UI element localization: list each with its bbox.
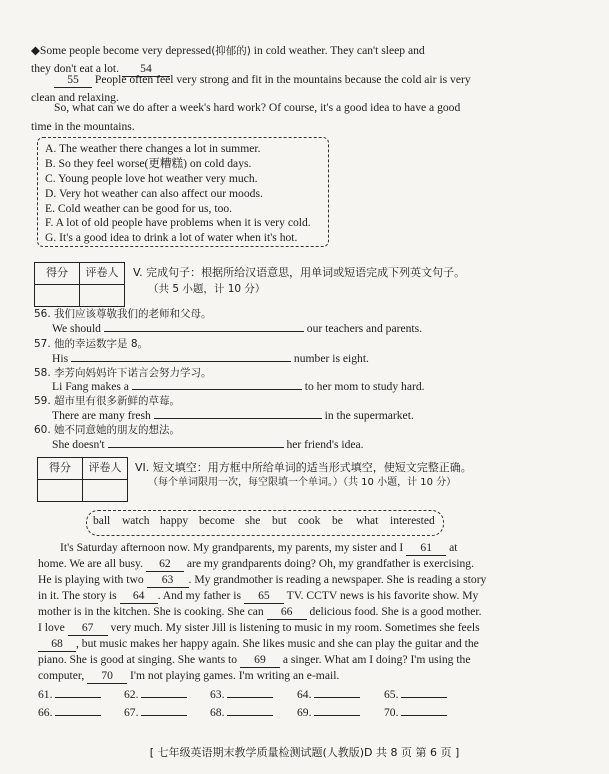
score-label: 得分 xyxy=(38,458,83,480)
section5-note: （共 5 小题，计 10 分） xyxy=(148,283,266,295)
passage-line-3: He is playing with two 63 . My grandmother is reading a newspaper. She is reading a story xyxy=(38,573,487,586)
grader-cell xyxy=(83,480,128,502)
score-cell xyxy=(35,285,80,307)
q59-blank[interactable] xyxy=(154,418,322,419)
q57-cn: 57. 他的幸运数字是 8。 xyxy=(34,338,149,350)
q56-cn: 56. 我们应该尊敬我们的老师和父母。 xyxy=(34,308,212,320)
blank-63: 63 xyxy=(147,574,189,588)
word-cook: cook xyxy=(298,515,321,527)
reading-line-2: they don't eat a lot. 54 xyxy=(31,61,170,77)
blank-68: 68 xyxy=(38,638,76,652)
reading-line-3: 55 People often feel very strong and fit in the mountains because the cold air is very xyxy=(54,72,471,88)
q56-blank[interactable] xyxy=(104,331,304,332)
q60-en: She doesn't her friend's idea. xyxy=(52,438,364,451)
word-ball: ball xyxy=(93,515,111,527)
answer-61[interactable]: 61. xyxy=(38,687,101,703)
q60-blank[interactable] xyxy=(108,447,284,448)
blank-66: 66 xyxy=(267,606,307,620)
answer-69[interactable]: 69. xyxy=(297,705,360,721)
q57-en: His number is eight. xyxy=(52,352,369,365)
answer-70[interactable]: 70. xyxy=(384,705,447,721)
passage-line-9: computer, 70 I'm not playing games. I'm writing an e-mail. xyxy=(38,669,340,682)
blank-55: 55 xyxy=(54,74,92,88)
blank-54: 54 xyxy=(122,63,170,77)
q58-cn: 58. 李芳向妈妈许下诺言会努力学习。 xyxy=(34,367,212,379)
grader-label: 评卷人 xyxy=(83,458,128,480)
blank-61: 61 xyxy=(406,542,446,556)
q56-en: We should our teachers and parents. xyxy=(52,322,423,335)
option-a: A. The weather there changes a lot in summer. xyxy=(45,142,261,155)
option-c: C. Young people love hot weather very much. xyxy=(45,172,258,185)
answer-63[interactable]: 63. xyxy=(210,687,273,703)
option-b: B. So they feel worse(更糟糕) on cold days. xyxy=(45,157,252,170)
blank-65: 65 xyxy=(244,590,284,604)
word-be: be xyxy=(332,515,343,527)
score-label: 得分 xyxy=(35,263,80,285)
reading-line-1: ◆Some people become very depressed(抑郁的) in cold weather. They can't sleep and xyxy=(31,44,425,57)
blank-69: 69 xyxy=(240,654,280,668)
option-g: G. It's a good idea to drink a lot of water when it's hot. xyxy=(45,231,298,244)
passage-line-5: mother is in the kitchen. She is cooking. She can 66 delicious food. She is a good mother. xyxy=(38,605,482,618)
reading-line-5: So, what can we do after a week's hard work? Of course, it's a good idea to have a good xyxy=(54,101,461,114)
grader-label: 评卷人 xyxy=(80,263,125,285)
score-table-6 xyxy=(37,457,128,502)
section6-title: VI. 短文填空：用方框中所给单词的适当形式填空，使短文完整正确。 xyxy=(135,461,472,474)
answer-65[interactable]: 65. xyxy=(384,687,447,703)
word-she: she xyxy=(245,515,261,527)
word-but: but xyxy=(272,515,287,527)
score-table-5 xyxy=(34,262,125,307)
q58-blank[interactable] xyxy=(132,389,302,390)
answer-64[interactable]: 64. xyxy=(297,687,360,703)
q59-en: There are many fresh in the supermarket. xyxy=(52,409,414,422)
q57-blank[interactable] xyxy=(71,361,291,362)
word-interested: interested xyxy=(390,515,435,527)
blank-67: 67 xyxy=(68,622,108,636)
answer-66[interactable]: 66. xyxy=(38,705,101,721)
q58-en: Li Fang makes a to her mom to study hard. xyxy=(52,380,425,393)
q60-cn: 60. 她不同意她的朋友的想法。 xyxy=(34,424,181,436)
grader-cell xyxy=(80,285,125,307)
word-happy: happy xyxy=(160,515,189,527)
section5-title: V. 完成句子：根据所给汉语意思，用单词或短语完成下列英文句子。 xyxy=(133,266,466,279)
reading-line-6: time in the mountains. xyxy=(31,120,135,133)
passage-line-8: piano. She is good at singing. She wants to 69 a singer. What am I doing? I'm using the xyxy=(38,653,471,666)
passage-line-6: I love 67 very much. My sister Jill is listening to music in my room. Sometimes she feels xyxy=(38,621,480,634)
passage-line-2: home. We are all busy. 62 are my grandparents doing? Oh, my grandfather is exercising. xyxy=(38,557,474,570)
passage-line-4: in it. The story is 64 . And my father is 65 TV. CCTV news is his favorite show. My xyxy=(38,589,479,602)
blank-64: 64 xyxy=(120,590,158,604)
blank-70: 70 xyxy=(87,670,127,684)
answer-62[interactable]: 62. xyxy=(124,687,187,703)
word-become: become xyxy=(199,515,235,527)
reading-line-4: clean and relaxing. xyxy=(31,91,119,104)
score-cell xyxy=(38,480,83,502)
option-d: D. Very hot weather can also affect our moods. xyxy=(45,187,263,200)
passage-line-7: 68 , but music makes her happy again. She likes music and she can play the guitar and the xyxy=(38,636,479,652)
answer-67[interactable]: 67. xyxy=(124,705,187,721)
word-what: what xyxy=(356,515,379,527)
word-watch: watch xyxy=(122,515,150,527)
passage-line-1: It's Saturday afternoon now. My grandparents, my parents, my sister and I 61 at xyxy=(60,541,458,554)
answer-68[interactable]: 68. xyxy=(210,705,273,721)
page-footer: [ 七年级英语期末教学质量检测试题(人教版)D 共 8 页 第 6 页 ] xyxy=(149,746,460,759)
blank-62: 62 xyxy=(146,558,184,572)
section6-note: （每个单词限用一次，每空限填一个单词。）（共 10 小题，计 10 分） xyxy=(148,477,457,488)
option-e: E. Cold weather can be good for us, too. xyxy=(45,202,233,215)
q59-cn: 59. 超市里有很多新鲜的草莓。 xyxy=(34,395,181,407)
option-f: F. A lot of old people have problems when it is very cold. xyxy=(45,216,311,229)
